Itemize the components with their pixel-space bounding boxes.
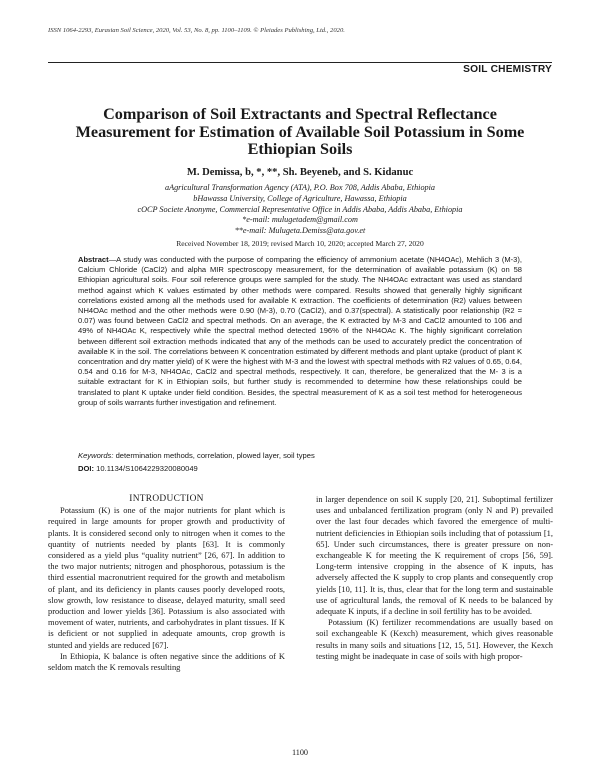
abstract-text: —A study was conducted with the purpose of comparing the efficiency of ammonium acetate (NH4OAc), Mehlich 3 (M-3), Calcium Chloride (CaCl2) and alpha MIR spectroscopy measurement, for the determination of available potassium (K) on 58 Ethiopian agricultural soils. Four soil reference groups were sampled for the study. The NH4OAc extractant was used as standard method against which K values estimated by other methods were compared. Results showed that generally highly significant correlations existed among all the methods used for available K extraction. The coefficients of determination (R2) values between NH4OAc method and the other methods were 0.90 (M-3), 0.70 (CaCl2), and 0.37(spectral). A statistically poor relationship (R2 = 0.07) was found between CaCl2 and spectral methods. On an average, the K extracted by M-3 and CaCl2 amounted to 106 and 49% of NH4OAc K, respectively while the spectral method detected 196% of the NH4OAc K. The highly significant correlation between different soil extraction methods indicated that any of the methods can be used to accurately predict the concentration of available K in the soil. The correlations between K concentration estimated by different methods and plant uptake (product of plant K concentration and dry matter yield) of K were the highest with M-3 and the lowest with spectral methods with R2 values of 0.65, 0.64, 0.54 and 0.16 for M-3, NH4OAc, CaCl2 and spectral methods, respectively. It can, therefore, be generalized that the M- 3 is a suitable extractant for K in Ethiopian soils, but further study is recommended to determine how these relationships could be translated to plant K uptake under field condition. Besides, the spectral measurement of K as a soil test method for heterogeneous group of soils warrants further investigation and refinement.	[78, 255, 522, 407]
affiliation-b: bHawassa University, College of Agriculture, Hawassa, Ethiopia	[193, 193, 407, 203]
affiliations	[0, 183, 600, 237]
paragraph: Potassium (K) is one of the major nutrients for plant which is required in large amounts for proper growth and productivity of plants. It is considered second only to nitrogen when it comes to the quantity of nutrients needed by plants [63]. It is commonly considered as a yield plus “quality nutrient” [26, 67]. In addition to the two major nutrients; nitrogen and phosphorous, potassium is the third essential macronutrient required for the growth and metabolism of plant, and its deficiency in plants causes poorly developed roots, slow growth, low resistance to disease, delayed maturity, small seed production and lower yields [36]. Potassium is also associated with movement of water, nutrients, and carbohydrates in plant tissues. If K is deficient or not supplied in adequate amounts, crop growth is stunted and yields are reduced [67].	[48, 505, 285, 650]
page-number: 1100	[291, 748, 309, 757]
keywords	[78, 451, 522, 460]
paper-title: Comparison of Soil Extractants and Spectral Reflectance Measurement for Estimation of Available Soil Potassium in Some Ethiopian Soils	[75, 105, 525, 159]
left-column	[48, 494, 285, 673]
doi-label: DOI:	[78, 464, 95, 473]
keywords-text: determination methods, correlation, plowed layer, soil types	[113, 451, 315, 460]
email-2: **e-mail: Mulugeta.Demiss@ata.gov.et	[234, 226, 366, 236]
affiliation-c: cOCP Societe Anonyme, Commercial Representative Office in Addis Ababa, Addis Ababa, Ethiopia	[137, 204, 463, 214]
email-1: *e-mail: mulugetadem@gmail.com	[242, 215, 358, 225]
section-label: SOIL CHEMISTRY	[463, 64, 552, 75]
journal-header: ISSN 1064-2293, Eurasian Soil Science, 2020, Vol. 53, No. 8, pp. 1100–1109. © Pleiades Publishing, Ltd., 2020.	[48, 27, 345, 34]
paragraph: in larger dependence on soil K supply [20, 21]. Suboptimal fertilizer uses and unbalanced fertilization program (only N and P) prevailed over the last four decades which favored the emergence of multi-nutrient deficiencies in Ethiopian soils including that of potassium [1, 65]. Under such circumstances, there is greater pressure on non-exchangeable K for meeting the K requirement of crops [56, 59]. Long-term intensive cropping in the absence of K inputs, has adversely affected the K supply to crop plants and consequently crop yields [10, 11]. It is, thus, clear that for the long term and sustainable use of agricultural lands, the removal of K needs to be balanced by adequate K inputs, if a decline in soil fertility has to be avoided.	[316, 494, 553, 617]
right-column	[316, 494, 553, 662]
abstract	[78, 255, 522, 408]
keywords-label: Keywords:	[78, 451, 114, 460]
abstract-label: Abstract	[78, 255, 109, 264]
affiliation-a: aAgricultural Transformation Agency (ATA), P.O. Box 708, Addis Ababa, Ethiopia	[164, 183, 436, 192]
author-list: M. Demissa, b, *, **, Sh. Beyeneb, and S. Kidanuc	[186, 167, 414, 178]
paragraph: In Ethiopia, K balance is often negative since the additions of K seldom match the K removals resulting	[48, 650, 285, 673]
intro-heading: INTRODUCTION	[129, 494, 204, 504]
received-dates: Received November 18, 2019; revised March 10, 2020; accepted March 27, 2020	[176, 239, 424, 248]
paragraph: Potassium (K) fertilizer recommendations are usually based on soil exchangeable K (Kexch) measurement, which gives reasonable results in many soils and situations [12, 15, 51]. However, the Kexch testing might be inadequate in case of soils with high propor-	[316, 617, 553, 661]
doi	[78, 464, 198, 473]
doi-text: 10.1134/S1064229320080049	[94, 464, 198, 473]
